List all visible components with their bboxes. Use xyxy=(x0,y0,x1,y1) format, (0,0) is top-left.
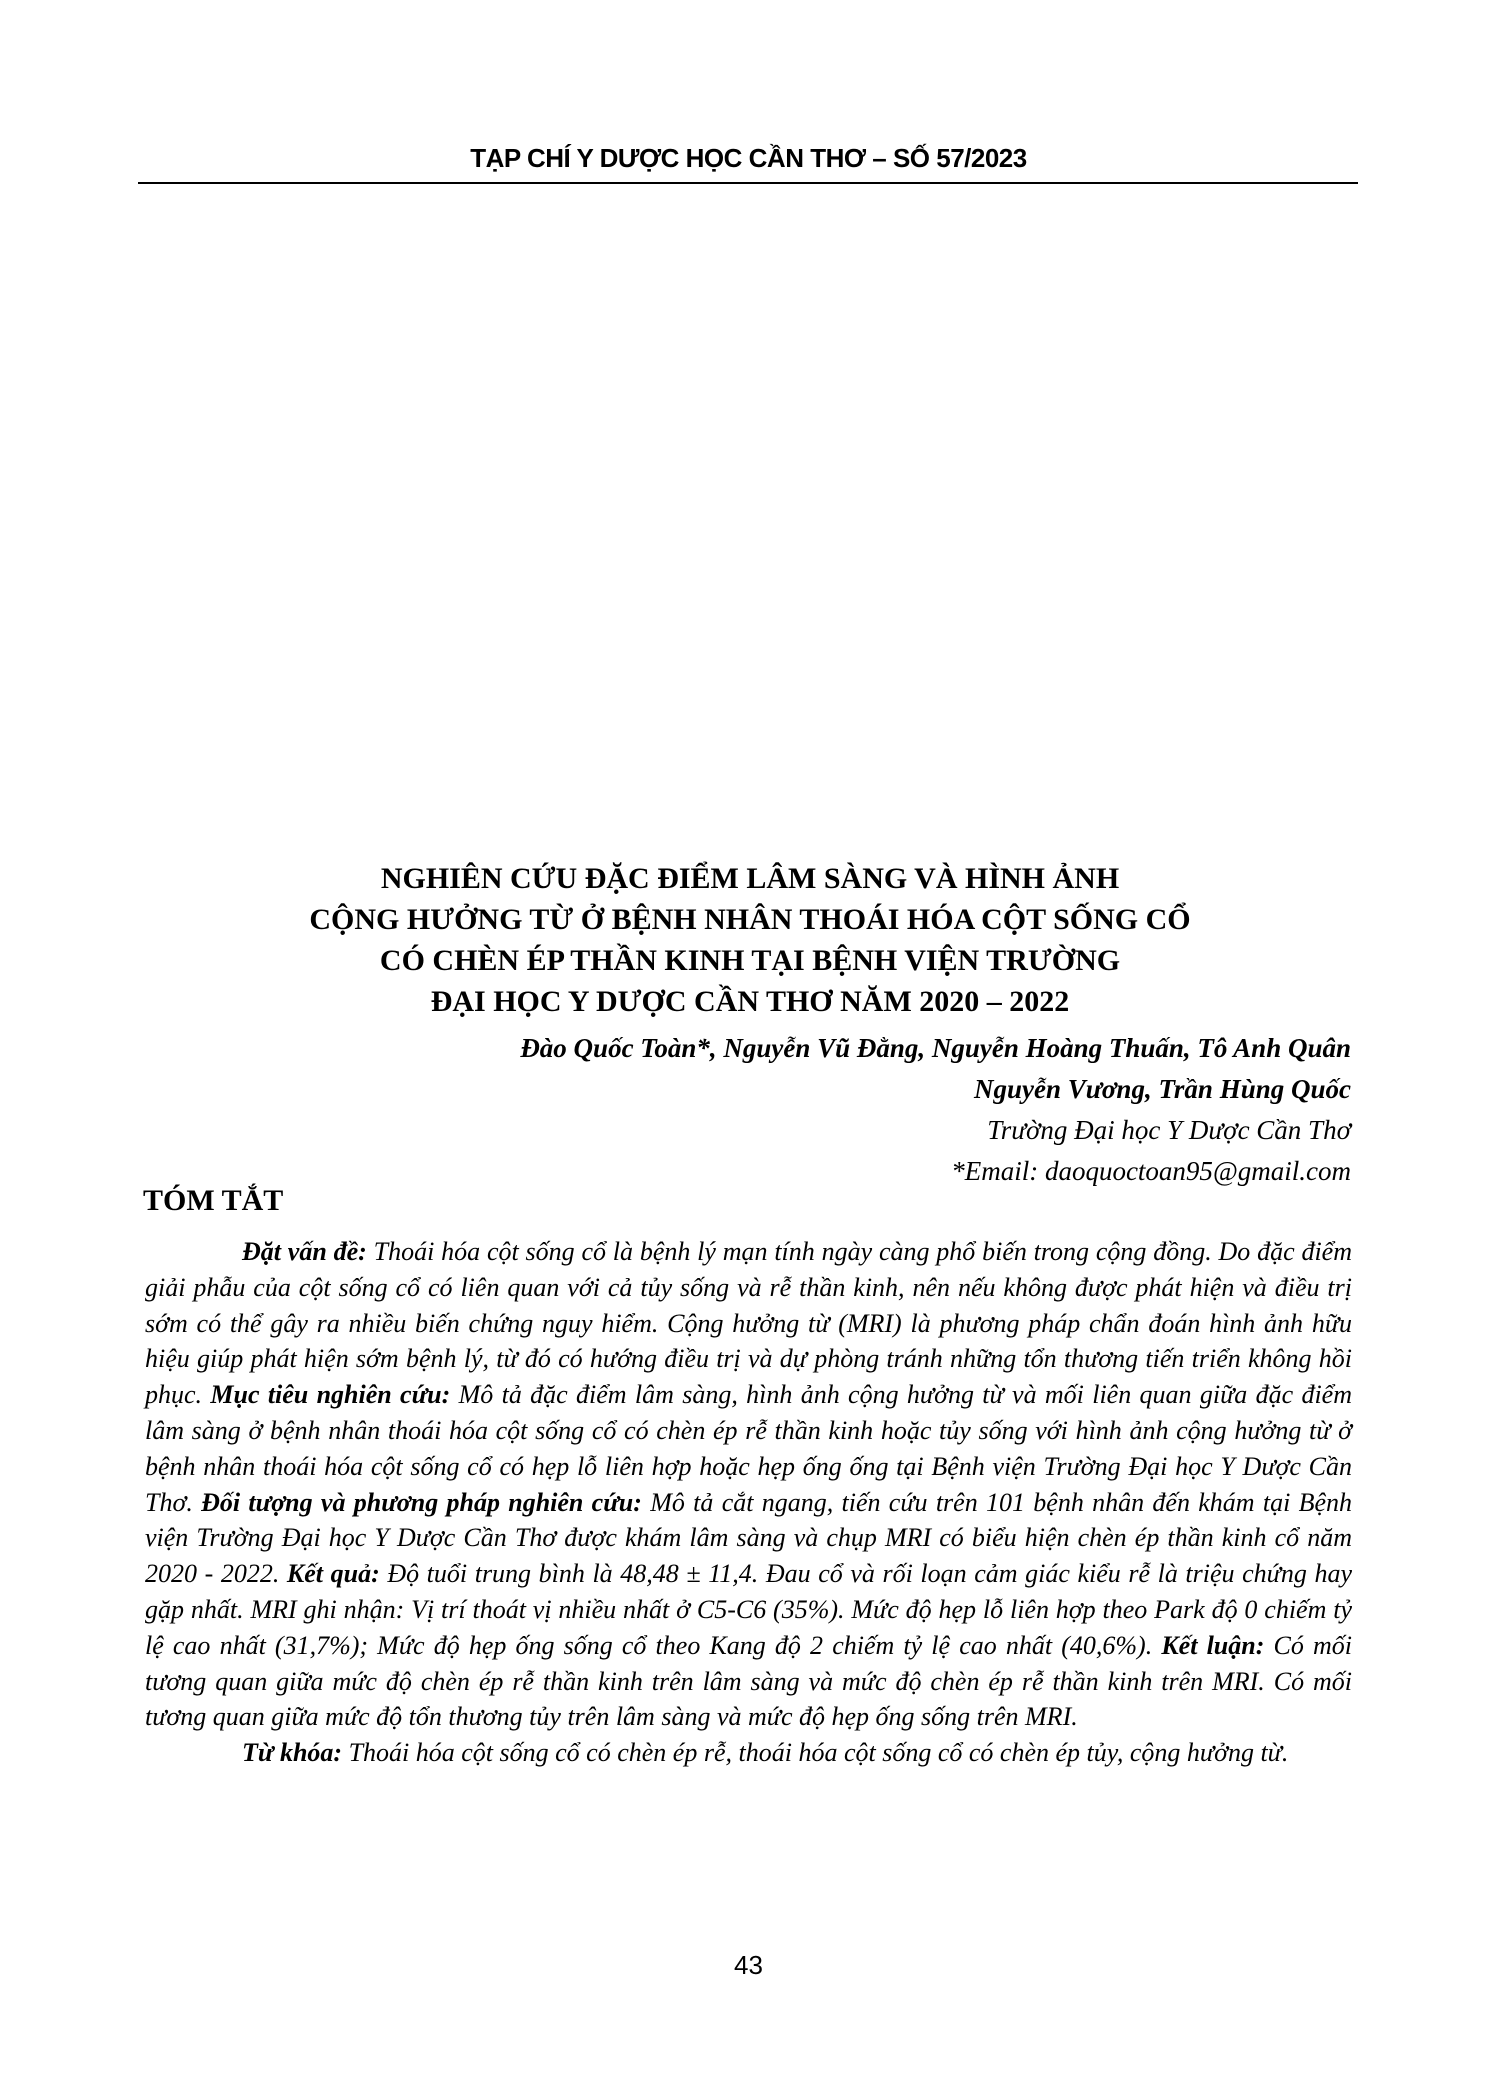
author-names: Đào Quốc Toàn*, Nguyễn Vũ Đằng, Nguyễn Hoàng Thuấn, Tô Anh Quân xyxy=(520,1033,1351,1063)
affiliation: Trường Đại học Y Dược Cần Thơ xyxy=(987,1115,1351,1145)
abstract-paragraph xyxy=(145,1234,1352,1735)
page-number: 43 xyxy=(734,1950,763,1980)
article-title xyxy=(150,858,1350,1022)
author-block xyxy=(520,1028,1351,1192)
header-divider xyxy=(138,182,1358,184)
title-line: CỘNG HƯỞNG TỪ Ở BỆNH NHÂN THOÁI HÓA CỘT SỐNG CỔ xyxy=(309,903,1191,936)
abstract-heading: TÓM TẮT xyxy=(143,1184,284,1217)
background-label: Đặt vấn đề: xyxy=(242,1237,367,1266)
results-label: Kết quả: xyxy=(286,1559,380,1589)
keywords-label: Từ khóa: xyxy=(242,1738,343,1768)
keywords-text: Thoái hóa cột sống cổ có chèn ép rễ, thoái hóa cột sống cổ có chèn ép tủy, cộng hưởng từ. xyxy=(342,1738,1289,1768)
keywords-paragraph xyxy=(145,1735,1352,1771)
corresponding-email: *Email: daoquoctoan95@gmail.com xyxy=(951,1156,1351,1186)
objective-label: Mục tiêu nghiên cứu: xyxy=(210,1380,451,1410)
background-text: Thoái hóa cột sống cổ là bệnh lý mạn tính ngày càng phổ biến trong cộng đồng. Do đặc điểm giải phẫu của cột sống cổ có liên quan với cả tủy sống và rễ thần kinh, nên nếu không được phát hiện và điều trị sớm có thể gây ra nhiều biến chứng nguy hiểm. Cộng hưởng từ (MRI) là phương pháp chẩn đoán hình ảnh hữu hiệu giúp phát hiện sớm bệnh lý, từ đó có hướng điều trị và dự phòng tránh những tổn thương tiến triển không hồi phục. xyxy=(145,1237,1352,1410)
conclusion-label: Kết luận: xyxy=(1161,1630,1265,1660)
author-names: Nguyễn Vương, Trần Hùng Quốc xyxy=(974,1074,1351,1104)
conclusion-text: Có mối tương quan giữa mức độ chèn ép rễ thần kinh trên lâm sàng và mức độ chèn ép rễ thần kinh trên MRI. Có mối tương quan giữa mức độ tổn thương tủy trên lâm sàng và mức độ hẹp ống sống trên MRI. xyxy=(145,1630,1352,1732)
journal-header: TẠP CHÍ Y DƯỢC HỌC CẦN THƠ – SỐ 57/2023 xyxy=(470,143,1027,173)
title-line: ĐẠI HỌC Y DƯỢC CẦN THƠ NĂM 2020 – 2022 xyxy=(430,985,1070,1018)
title-line: CÓ CHÈN ÉP THẦN KINH TẠI BỆNH VIỆN TRƯỜNG xyxy=(379,944,1121,977)
methods-text: Mô tả cắt ngang, tiến cứu trên 101 bệnh nhân đến khám tại Bệnh viện Trường Đại học Y Dược Cần Thơ được khám lâm sàng và chụp MRI có biểu hiện chèn ép thần kinh cổ năm 2020 - 2022. xyxy=(145,1487,1353,1589)
abstract-body xyxy=(145,1234,1352,1771)
objective-text: Mô tả đặc điểm lâm sàng, hình ảnh cộng hưởng từ và mối liên quan giữa đặc điểm lâm sàng ở bệnh nhân thoái hóa cột sống cổ có chèn ép rễ thần kinh hoặc tủy sống với hình ảnh cộng hưởng từ ở bệnh nhân thoái hóa cột sống cổ có hẹp lỗ liên hợp hoặc hẹp ống ống tại Bệnh viện Trường Đại học Y Dược Cần Thơ. xyxy=(145,1380,1352,1517)
results-text: Độ tuổi trung bình là 48,48 ± 11,4. Đau cổ và rối loạn cảm giác kiểu rễ là triệu chứng hay gặp nhất. MRI ghi nhận: Vị trí thoát vị nhiều nhất ở C5-C6 (35%). Mức độ hẹp lỗ liên hợp theo Park độ 0 chiếm tỷ lệ cao nhất (31,7%); Mức độ hẹp ống sống cổ theo Kang độ 2 chiếm tỷ lệ cao nhất (40,6%). xyxy=(145,1559,1352,1660)
methods-label: Đối tượng và phương pháp nghiên cứu: xyxy=(201,1487,642,1517)
title-line: NGHIÊN CỨU ĐẶC ĐIỂM LÂM SÀNG VÀ HÌNH ẢNH xyxy=(380,862,1120,895)
